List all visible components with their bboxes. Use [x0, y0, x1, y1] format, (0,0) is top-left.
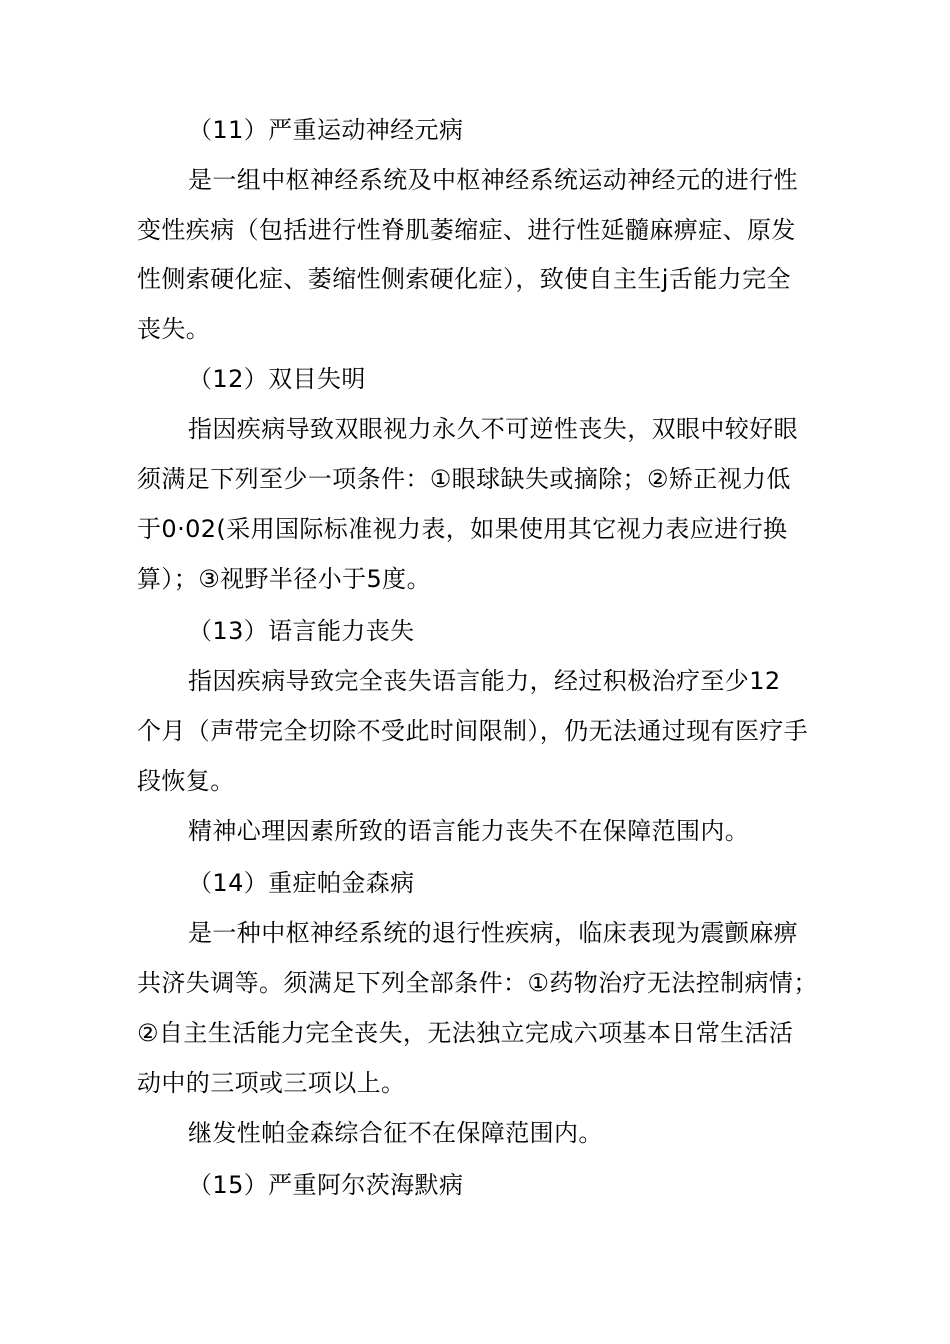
section-heading: （14）重症帕金森病: [188, 869, 415, 897]
paragraph-line: 性侧索硬化症、萎缩性侧索硬化症），致使自主生j舌能力完全: [137, 265, 791, 293]
section-heading: （11）严重运动神经元病: [188, 116, 464, 144]
paragraph-line: ②自主生活能力完全丧失，无法独立完成六项基本日常生活活: [137, 1019, 794, 1047]
paragraph-line: 段恢复。: [137, 767, 235, 795]
paragraph-line: 指因疾病导致双眼视力永久不可逆性丧失，双眼中较好眼: [188, 415, 798, 443]
section-heading: （15）严重阿尔茨海默病: [188, 1171, 464, 1199]
paragraph-note: 精神心理因素所致的语言能力丧失不在保障范围内。: [188, 817, 750, 845]
section-heading: （13）语言能力丧失: [188, 617, 415, 645]
paragraph-line: 丧失。: [137, 315, 211, 343]
paragraph-line: 须满足下列至少一项条件：①眼球缺失或摘除；②矫正视力低: [137, 465, 791, 493]
paragraph-line: 个月（声带完全切除不受此时间限制），仍无法通过现有医疗手: [137, 717, 809, 745]
paragraph-line: 动中的三项或三项以上。: [137, 1069, 406, 1097]
paragraph-line: 是一种中枢神经系统的退行性疾病，临床表现为震颤麻痹: [188, 919, 798, 947]
paragraph-line: 共济失调等。须满足下列全部条件：①药物治疗无法控制病情；: [137, 969, 818, 997]
paragraph-line: 指因疾病导致完全丧失语言能力，经过积极治疗至少12: [188, 667, 781, 695]
section-heading: （12）双目失明: [188, 365, 366, 393]
paragraph-line: 变性疾病（包括进行性脊肌萎缩症、进行性延髓麻痹症、原发: [137, 216, 796, 244]
paragraph-line: 于0·02(采用国际标准视力表，如果使用其它视力表应进行换: [137, 515, 788, 543]
paragraph-line: 是一组中枢神经系统及中枢神经系统运动神经元的进行性: [188, 166, 798, 194]
paragraph-line: 算）；③视野半径小于5度。: [137, 565, 431, 593]
paragraph-note: 继发性帕金森综合征不在保障范围内。: [188, 1119, 603, 1147]
